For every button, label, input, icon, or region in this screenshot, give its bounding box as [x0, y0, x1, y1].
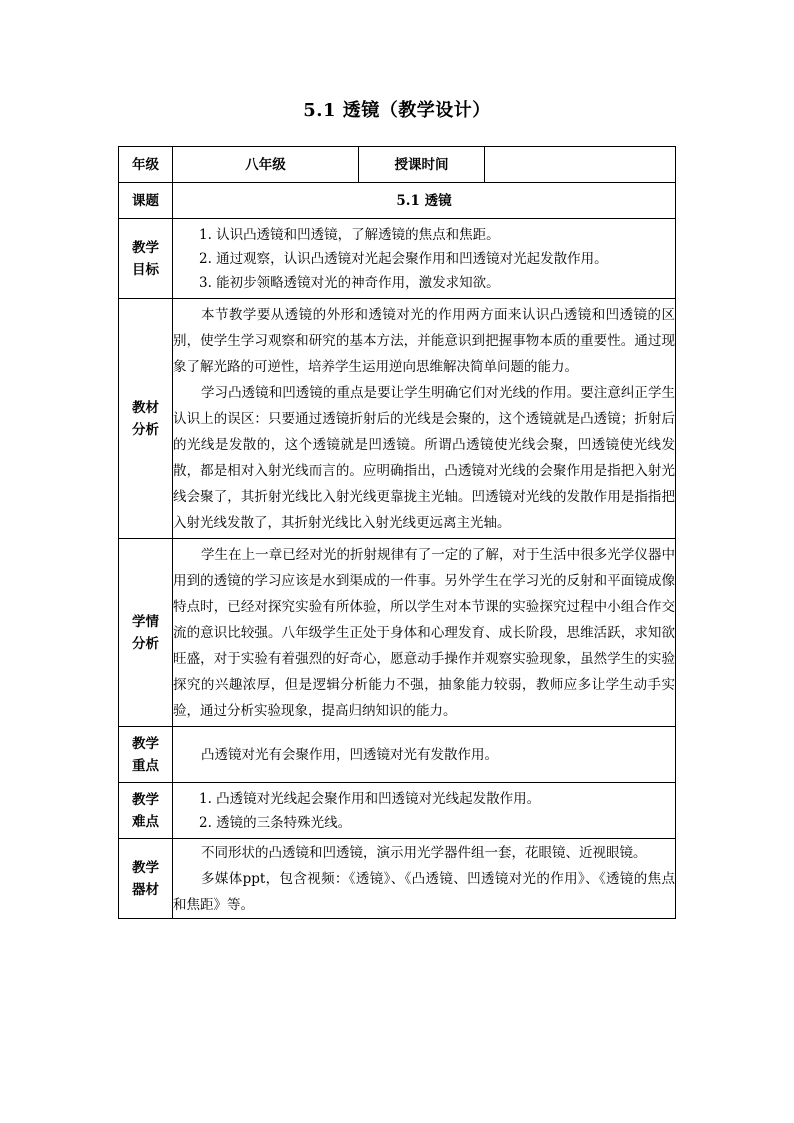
topic-label: 课题 [119, 183, 173, 219]
row-key-points [119, 727, 676, 783]
difficult-item: 1. 凸透镜对光线起会聚作用和凹透镜对光线起发散作用。 [199, 790, 541, 807]
goal-item: 1. 认识凸透镜和凹透镜，了解透镜的焦点和焦距。 [199, 226, 500, 243]
difficult-points-content [173, 783, 676, 839]
document-title: 5.1 透镜（教学设计） [303, 100, 491, 121]
class-time-value [485, 147, 676, 183]
key-label-line1: 教学 [132, 735, 159, 752]
goals-label-line1: 教学 [132, 239, 159, 256]
difficult-label-line2: 难点 [132, 813, 159, 830]
material-analysis-content [173, 299, 676, 539]
goals-content [173, 219, 676, 299]
row-topic [119, 183, 676, 219]
grade-value: 八年级 [173, 147, 359, 183]
row-student-analysis [119, 539, 676, 727]
goal-item: 2. 通过观察，认识凸透镜对光起会聚作用和凹透镜对光起发散作用。 [199, 250, 608, 267]
student-paragraph: 学生在上一章已经对光的折射规律有了一定的了解，对于生活中很多光学仪器中用到的透镜的学习应该是水到渠成的一件事。另外学生在学习光的反射和平面镜成像特点时，已经对探究实验有所体验，所以学生对本节课的实验探究过程中小组合作交流的意识比较强。八年级学生正处于身体和心理发育、成长阶段，思维活跃，求知欲旺盛，对于实验有着强烈的好奇心，愿意动手操作并观察实验现象，虽然学生的实验探究的兴趣浓厚，但是逻辑分析能力不强，抽象能力较弱，教师应多让学生动手实验，通过分析实验现象，提高归纳知识的能力。 [173, 546, 675, 719]
equipment-paragraph: 多媒体ppt，包含视频：《透镜》、《凸透镜、凹透镜对光的作用》、《透镜的焦点和焦距》等。 [173, 870, 675, 913]
equipment-label-line1: 教学 [132, 859, 159, 876]
row-equipment [119, 839, 676, 919]
difficult-label-line1: 教学 [132, 791, 159, 808]
grade-label: 年级 [119, 147, 173, 183]
material-paragraph: 本节教学要从透镜的外形和透镜对光的作用两方面来认识凸透镜和凹透镜的区别，使学生学习观察和研究的基本方法，并能意识到把握事物本质的重要性。通过现象了解光路的可逆性，培养学生运用逆向思维解决简单问题的能力。 [173, 306, 675, 375]
equipment-content [173, 839, 676, 919]
equipment-label-line2: 器材 [132, 881, 159, 898]
row-difficult-points [119, 783, 676, 839]
row-goals [119, 219, 676, 299]
material-label-line2: 分析 [132, 421, 159, 438]
goals-label-line2: 目标 [132, 261, 159, 278]
student-analysis-content [173, 539, 676, 727]
equipment-paragraph: 不同形状的凸透镜和凹透镜，演示用光学器件组一套，花眼镜、近视眼镜。 [201, 844, 647, 861]
key-points-label [119, 727, 173, 783]
student-label-line2: 分析 [132, 635, 159, 652]
student-analysis-label [119, 539, 173, 727]
material-paragraph: 学习凸透镜和凹透镜的重点是要让学生明确它们对光线的作用。要注意纠正学生认识上的误区：只要通过透镜折射后的光线是会聚的，这个透镜就是凸透镜；折射后的光线是发散的，这个透镜就是凹透镜。所谓凸透镜使光线会聚，凹透镜使光线发散，都是相对入射光线而言的。应明确指出，凸透镜对光线的会聚作用是指把入射光线会聚了，其折射光线比入射光线更靠拢主光轴。凹透镜对光线的发散作用是指指把入射光线发散了，其折射光线比入射光线更远离主光轴。 [173, 384, 675, 531]
material-label-line1: 教材 [132, 399, 159, 416]
equipment-label [119, 839, 173, 919]
lesson-plan-table [118, 146, 676, 919]
goals-label [119, 219, 173, 299]
key-points-content [173, 727, 676, 783]
row-material-analysis [119, 299, 676, 539]
class-time-label: 授课时间 [359, 147, 485, 183]
difficult-item: 2. 透镜的三条特殊光线。 [199, 814, 352, 831]
key-points-text: 凸透镜对光有会聚作用，凹透镜对光有发散作用。 [201, 746, 498, 763]
material-analysis-label [119, 299, 173, 539]
difficult-points-label [119, 783, 173, 839]
student-label-line1: 学情 [132, 613, 159, 630]
row-grade [119, 147, 676, 183]
topic-value: 5.1 透镜 [173, 183, 676, 219]
key-label-line2: 重点 [132, 757, 159, 774]
goal-item: 3. 能初步领略透镜对光的神奇作用，激发求知欲。 [199, 274, 500, 291]
